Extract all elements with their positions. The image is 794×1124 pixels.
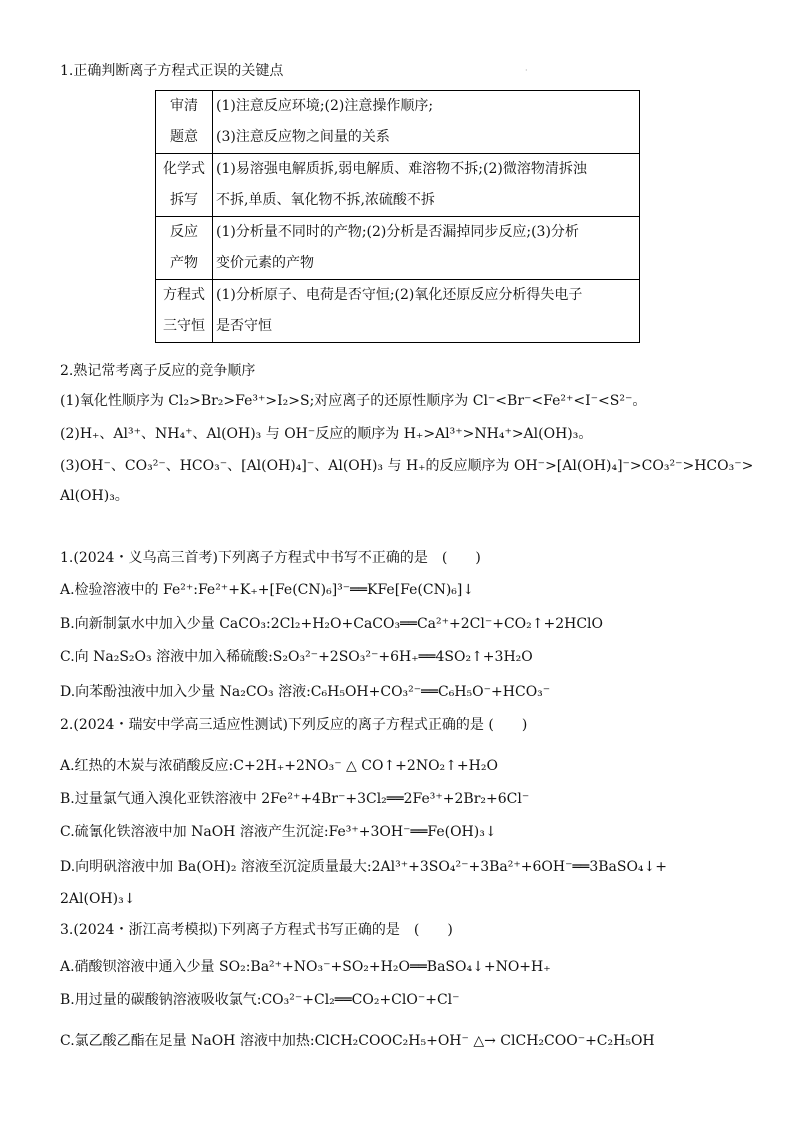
order-line: Al(OH)₃。 (60, 488, 129, 504)
answer-option: A.检验溶液中的 Fe²⁺:Fe²⁺+K₊+[Fe(CN)₆]³⁻══KFe[Fe(CN)₆]↓ (60, 582, 475, 598)
answer-option: 2Al(OH)₃↓ (60, 891, 136, 907)
section1-title: 1.正确判断离子方程式正误的关键点 (60, 63, 284, 79)
question-stem: 3.(2024・浙江高考模拟)下列离子方程式书写正确的是 ( ) (60, 922, 453, 938)
answer-option: B.向新制氯水中加入少量 CaCO₃:2Cl₂+H₂O+CaCO₃══Ca²⁺+2Cl⁻+CO₂↑+2HClO (60, 616, 604, 632)
row-header: 方程式 三守恒 (156, 280, 213, 343)
answer-option: D.向苯酚浊液中加入少量 Na₂CO₃ 溶液:C₆H₅OH+CO₃²⁻══C₆H₅O⁻+HCO₃⁻ (60, 684, 551, 700)
table-row (156, 280, 640, 343)
answer-option: C.氯乙酸乙酯在足量 NaOH 溶液中加热:ClCH₂COOC₂H₅+OH⁻ △→ ClCH₂COO⁻+C₂H₅OH (60, 1033, 655, 1049)
row-header: 化学式 拆写 (156, 154, 213, 217)
row-header: 审清 题意 (156, 91, 213, 154)
row-content: (1)分析量不同时的产物;(2)分析是否漏掉同步反应;(3)分析 变价元素的产物 (213, 217, 640, 280)
table-row (156, 154, 640, 217)
row-content: (1)易溶强电解质拆,弱电解质、难溶物不拆;(2)微溶物清拆浊 不拆,单质、氧化物不拆,浓硫酸不拆 (213, 154, 640, 217)
order-line: (3)OH⁻、CO₃²⁻、HCO₃⁻、[Al(OH)₄]⁻、Al(OH)₃ 与 H₊的反应顺序为 OH⁻>[Al(OH)₄]⁻>CO₃²⁻>HCO₃⁻> (60, 458, 754, 474)
answer-option: A.硝酸钡溶液中通入少量 SO₂:Ba²⁺+NO₃⁻+SO₂+H₂O══BaSO₄↓+NO+H₊ (60, 959, 551, 975)
decorative-dot: · (525, 66, 528, 75)
answer-option: B.过量氯气通入溴化亚铁溶液中 2Fe²⁺+4Br⁻+3Cl₂══2Fe³⁺+2Br₂+6Cl⁻ (60, 791, 530, 807)
question-stem: 2.(2024・瑞安中学高三适应性测试)下列反应的离子方程式正确的是 ( ) (60, 717, 528, 733)
order-line: (1)氧化性顺序为 Cl₂>Br₂>Fe³⁺>I₂>S;对应离子的还原性顺序为 Cl⁻<Br⁻<Fe²⁺<I⁻<S²⁻。 (60, 393, 647, 409)
row-content: (1)分析原子、电荷是否守恒;(2)氧化还原反应分析得失电子 是否守恒 (213, 280, 640, 343)
answer-option: B.用过量的碳酸钠溶液吸收氯气:CO₃²⁻+Cl₂══CO₂+ClO⁻+Cl⁻ (60, 992, 460, 1008)
answer-option: A.红热的木炭与浓硝酸反应:C+2H₊+2NO₃⁻ △ CO↑+2NO₂↑+H₂O (60, 758, 498, 774)
answer-option: C.硫氰化铁溶液中加 NaOH 溶液产生沉淀:Fe³⁺+3OH⁻══Fe(OH)₃↓ (60, 824, 497, 840)
row-content: (1)注意反应环境;(2)注意操作顺序; (3)注意反应物之间量的关系 (213, 91, 640, 154)
key-points-table (155, 90, 640, 343)
section2-title: 2.熟记常考离子反应的竞争顺序 (60, 363, 256, 379)
table-row (156, 91, 640, 154)
order-line: (2)H₊、Al³⁺、NH₄⁺、Al(OH)₃ 与 OH⁻反应的顺序为 H₊>Al³⁺>NH₄⁺>Al(OH)₃。 (60, 426, 593, 442)
row-header: 反应 产物 (156, 217, 213, 280)
table-row (156, 217, 640, 280)
question-stem: 1.(2024・义乌高三首考)下列离子方程式中书写不正确的是 ( ) (60, 550, 481, 566)
answer-option: C.向 Na₂S₂O₃ 溶液中加入稀硫酸:S₂O₃²⁻+2SO₃²⁻+6H₊══4SO₂↑+3H₂O (60, 649, 533, 665)
answer-option: D.向明矾溶液中加 Ba(OH)₂ 溶液至沉淀质量最大:2Al³⁺+3SO₄²⁻+3Ba²⁺+6OH⁻══3BaSO₄↓+ (60, 859, 667, 875)
